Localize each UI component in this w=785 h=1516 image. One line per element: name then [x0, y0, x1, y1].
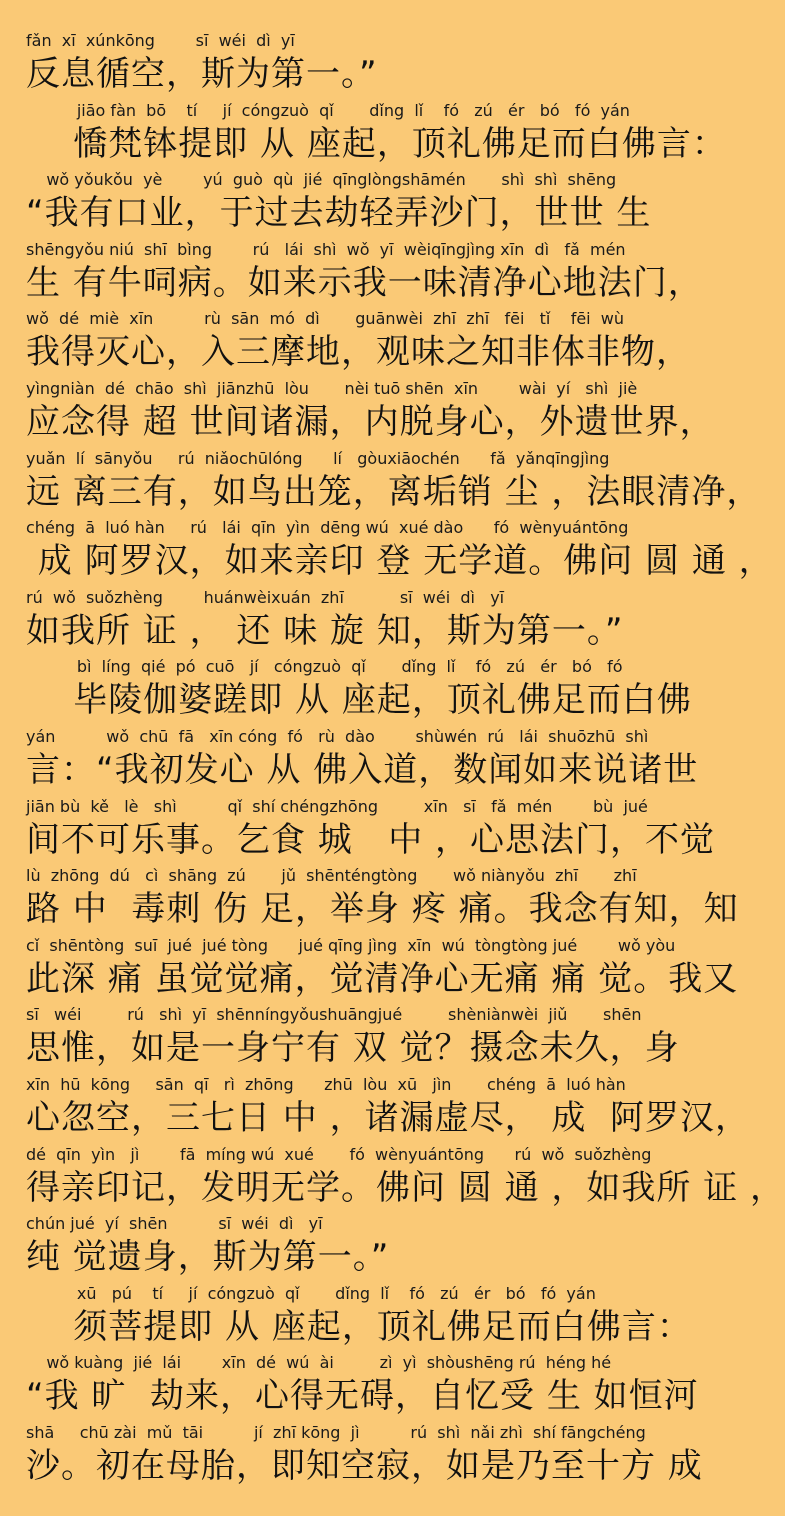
hanzi-line: 间不可乐事。乞食 城 中 ，心思法门，不觉 — [26, 819, 716, 860]
text-line — [26, 239, 703, 309]
text-line — [26, 935, 739, 1005]
text-line — [26, 865, 739, 935]
pinyin-line: shēngyǒu niú shī bìng rú lái shì wǒ yī wèiqīngjìng xīn dì fǎ mén — [26, 239, 626, 259]
hanzi-line: 纯 觉遗身，斯为第一。” — [26, 1237, 390, 1278]
hanzi-line: 得亲印记，发明无学。佛问 圆 通 ，如我所 证 ， — [26, 1167, 785, 1208]
pinyin-line: yuǎn lí sānyǒu rú niǎochūlóng lí gòuxiāochén fǎ yǎnqīngjìng — [26, 448, 610, 468]
pinyin-line: xīn hū kōng sān qī rì zhōng zhū lòu xū jìn chéng ā luó hàn — [26, 1074, 626, 1094]
pinyin-line: shā chū zài mǔ tāi jí zhī kōng jì rú shì nǎi zhì shí fāngchéng — [26, 1422, 646, 1442]
text-line — [26, 169, 698, 239]
hanzi-line: “我 旷 劫来，心得无碍，自忆受 生 如恒河 — [26, 1376, 699, 1417]
hanzi-line: 须菩提即 从 座起，顶礼佛足而白佛言： — [26, 1306, 692, 1347]
hanzi-line: 沙。初在母胎，即知空寂，如是乃至十方 成 — [26, 1445, 703, 1486]
pinyin-line: dé qīn yìn jì fā míng wú xué fó wènyuántōng rú wǒ suǒzhèng — [26, 1144, 652, 1164]
pinyin-line: chéng ā luó hàn rú lái qīn yìn dēng wú xué dào fó wènyuántōng — [26, 518, 629, 538]
text-line — [26, 378, 715, 448]
text-line — [26, 1144, 785, 1214]
pinyin-line: sī wéi rú shì yī shēnníngyǒushuāngjué shèniànwèi jiǔ shēn — [26, 1005, 642, 1025]
text-line — [26, 308, 698, 378]
text-line — [26, 587, 698, 657]
hanzi-line: 此深 痛 虽觉觉痛，觉清净心无痛 痛 觉。我又 — [26, 958, 739, 999]
pinyin-line: yán wǒ chū fā xīn cóng fó rù dào shùwén rú lái shuōzhū shì — [26, 726, 649, 746]
hanzi-line: 远 离三有，如鸟出笼，离垢销 尘 ，法眼清净， — [26, 471, 762, 512]
pinyin-line: bì líng qié pó cuō jí cóngzuò qǐ dǐng lǐ fó zú ér bó fó — [26, 657, 623, 677]
pinyin-line: wǒ dé miè xīn rù sān mó dì guānwèi zhī zhī fēi tǐ fēi wù — [26, 309, 625, 329]
text-line — [26, 796, 716, 866]
text-line — [26, 1004, 698, 1074]
text-line — [26, 726, 698, 796]
pinyin-line: jiān bù kě lè shì qǐ shí chéngzhōng xīn sī fǎ mén bù jué — [26, 796, 648, 816]
pinyin-line: rú wǒ suǒzhèng huánwèixuán zhī sī wéi dì yī — [26, 587, 505, 607]
hanzi-line: 思惟，如是一身宁有 双 觉？摄念未久，身 — [26, 1028, 680, 1069]
text-line — [26, 1422, 703, 1492]
hanzi-line: 如我所 证 ， 还 味 旋 知，斯为第一。” — [26, 610, 624, 651]
text-line — [26, 1213, 698, 1283]
hanzi-line: 成 阿罗汉，如来亲印 登 无学道。佛问 圆 通 ， — [26, 541, 774, 582]
pinyin-line: jiāo fàn bō tí jí cóngzuò qǐ dǐng lǐ fó zú ér bó fó yán — [26, 100, 630, 120]
pinyin-line: wǒ kuàng jié lái xīn dé wú ài zì yì shòushēng rú héng hé — [26, 1353, 612, 1373]
text-line — [26, 1352, 698, 1422]
text-line — [26, 448, 762, 518]
hanzi-line: “我有口业，于过去劫轻弄沙门，世世 生 — [26, 193, 652, 234]
text-line — [26, 100, 727, 170]
hanzi-line: 应念得 超 世间诸漏，内脱身心，外遗世界， — [26, 401, 715, 442]
pinyin-line: xū pú tí jí cóngzuò qǐ dǐng lǐ fó zú ér bó fó yán — [26, 1283, 596, 1303]
pinyin-line: fǎn xī xúnkōng sī wéi dì yī — [26, 31, 295, 50]
hanzi-line: 反息循空，斯为第一。” — [26, 54, 378, 94]
hanzi-line: 我得灭心，入三摩地，观味之知非体非物， — [26, 332, 691, 373]
hanzi-line: 憍梵钵提即 从 座起，顶礼佛足而白佛言： — [26, 123, 727, 164]
hanzi-line: 路 中 毒刺 伤 足，举身 疼 痛。我念有知，知 — [26, 889, 739, 930]
hanzi-line: 言：“我初发心 从 佛入道，数闻如来说诸世 — [26, 749, 699, 790]
pinyin-line: chún jué yí shēn sī wéi dì yī — [26, 1214, 323, 1234]
pinyin-line: cǐ shēntòng suī jué jué tòng jué qīng jìng xīn wú tòngtòng jué wǒ yòu — [26, 935, 676, 955]
text-line — [26, 1283, 698, 1353]
pinyin-line: yìngniàn dé chāo shì jiānzhū lòu nèi tuō shēn xīn wài yí shì jiè — [26, 378, 638, 398]
text-line — [26, 517, 774, 587]
text-line — [26, 1074, 751, 1144]
hanzi-line: 心忽空，三七日 中 ，诸漏虚尽， 成 阿罗汉， — [26, 1097, 751, 1138]
text-line — [26, 656, 698, 726]
text-line — [26, 30, 698, 100]
pinyin-line: lù zhōng dú cì shāng zú jǔ shēnténgtòng wǒ niànyǒu zhī zhī — [26, 866, 637, 886]
pinyin-line: wǒ yǒukǒu yè yú guò qù jié qīnglòngshāmén shì shì shēng — [26, 170, 617, 190]
hanzi-line: 毕陵伽婆蹉即 从 座起，顶礼佛足而白佛 — [26, 680, 692, 721]
hanzi-line: 生 有牛呞病。如来示我一味清净心地法门， — [26, 262, 703, 303]
